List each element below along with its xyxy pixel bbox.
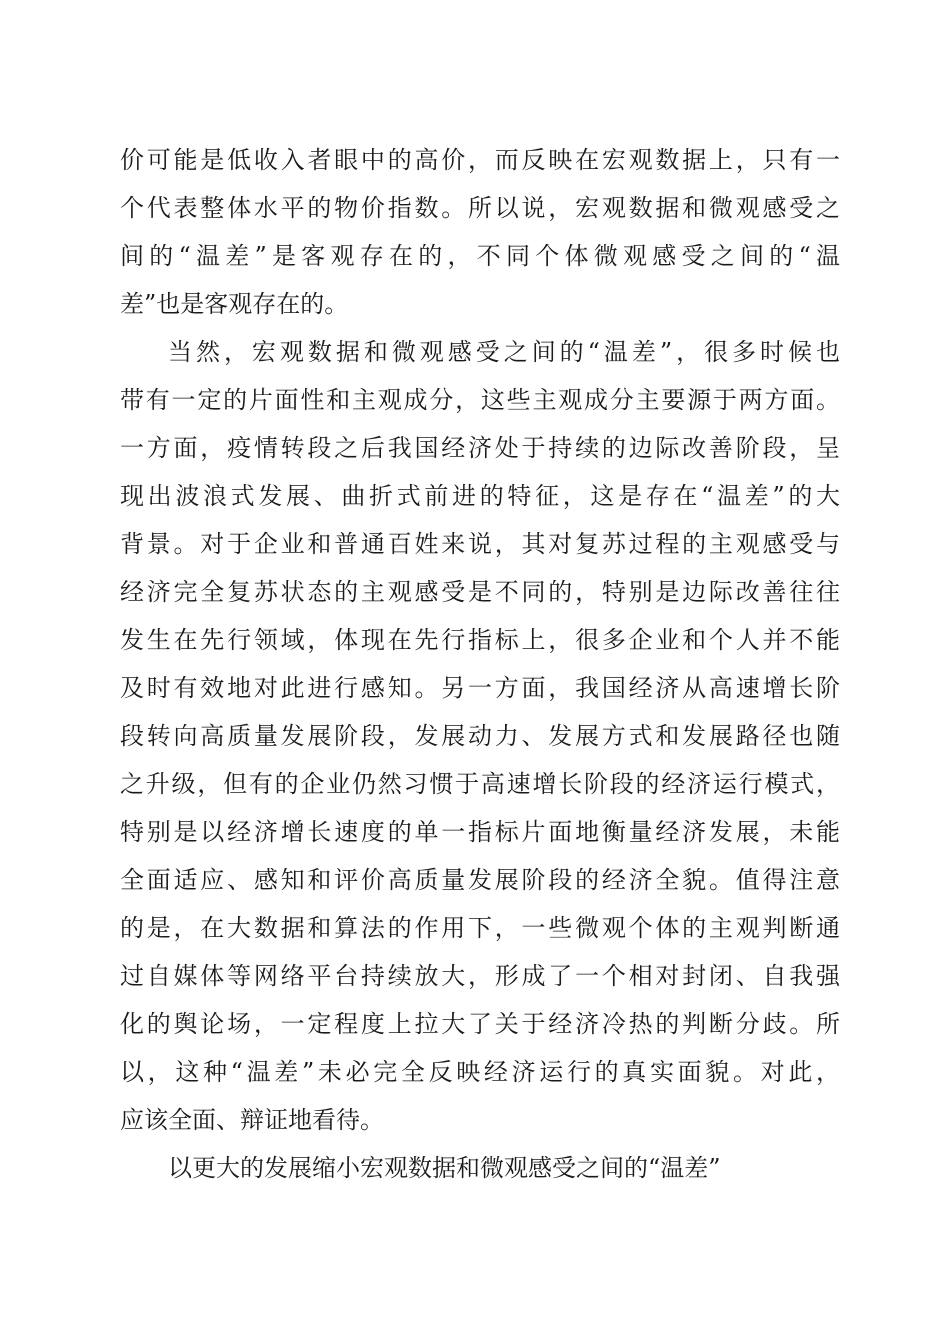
text-line: 及时有效地对此进行感知。另一方面，我国经济从高速增长阶 bbox=[120, 674, 840, 702]
text-line: 之升级，但有的企业仍然习惯于高速增长阶段的经济运行模式， bbox=[120, 770, 840, 798]
text-line: 当然，宏观数据和微观感受之间的“温差”，很多时候也 bbox=[168, 338, 840, 366]
text-line: 价可能是低收入者眼中的高价，而反映在宏观数据上，只有一 bbox=[120, 146, 840, 174]
text-line: 特别是以经济增长速度的单一指标片面地衡量经济发展，未能 bbox=[120, 818, 840, 846]
text-line: 以，这种“温差”未必完全反映经济运行的真实面貌。对此， bbox=[120, 1058, 840, 1086]
text-line: 段转向高质量发展阶段，发展动力、发展方式和发展路径也随 bbox=[120, 722, 840, 750]
text-line: 差”也是客观存在的。 bbox=[120, 290, 349, 318]
text-line: 间的“温差”是客观存在的，不同个体微观感受之间的“温 bbox=[120, 242, 840, 270]
text-line: 的是，在大数据和算法的作用下，一些微观个体的主观判断通 bbox=[120, 914, 840, 942]
text-line: 应该全面、辩证地看待。 bbox=[120, 1106, 384, 1134]
text-line: 现出波浪式发展、曲折式前进的特征，这是存在“温差”的大 bbox=[120, 482, 840, 510]
section-heading: 以更大的发展缩小宏观数据和微观感受之间的“温差” bbox=[168, 1154, 721, 1182]
text-line: 化的舆论场，一定程度上拉大了关于经济冷热的判断分歧。所 bbox=[120, 1010, 840, 1038]
text-line: 带有一定的片面性和主观成分，这些主观成分主要源于两方面。 bbox=[120, 386, 840, 414]
document-body bbox=[120, 136, 840, 1192]
text-line: 全面适应、感知和评价高质量发展阶段的经济全貌。值得注意 bbox=[120, 866, 840, 894]
text-line: 背景。对于企业和普通百姓来说，其对复苏过程的主观感受与 bbox=[120, 530, 840, 558]
text-line: 发生在先行领域，体现在先行指标上，很多企业和个人并不能 bbox=[120, 626, 840, 654]
text-line: 一方面，疫情转段之后我国经济处于持续的边际改善阶段，呈 bbox=[120, 434, 840, 462]
text-line: 过自媒体等网络平台持续放大，形成了一个相对封闭、自我强 bbox=[120, 962, 840, 990]
text-line: 经济完全复苏状态的主观感受是不同的，特别是边际改善往往 bbox=[120, 578, 840, 606]
text-line: 个代表整体水平的物价指数。所以说，宏观数据和微观感受之 bbox=[120, 194, 840, 222]
